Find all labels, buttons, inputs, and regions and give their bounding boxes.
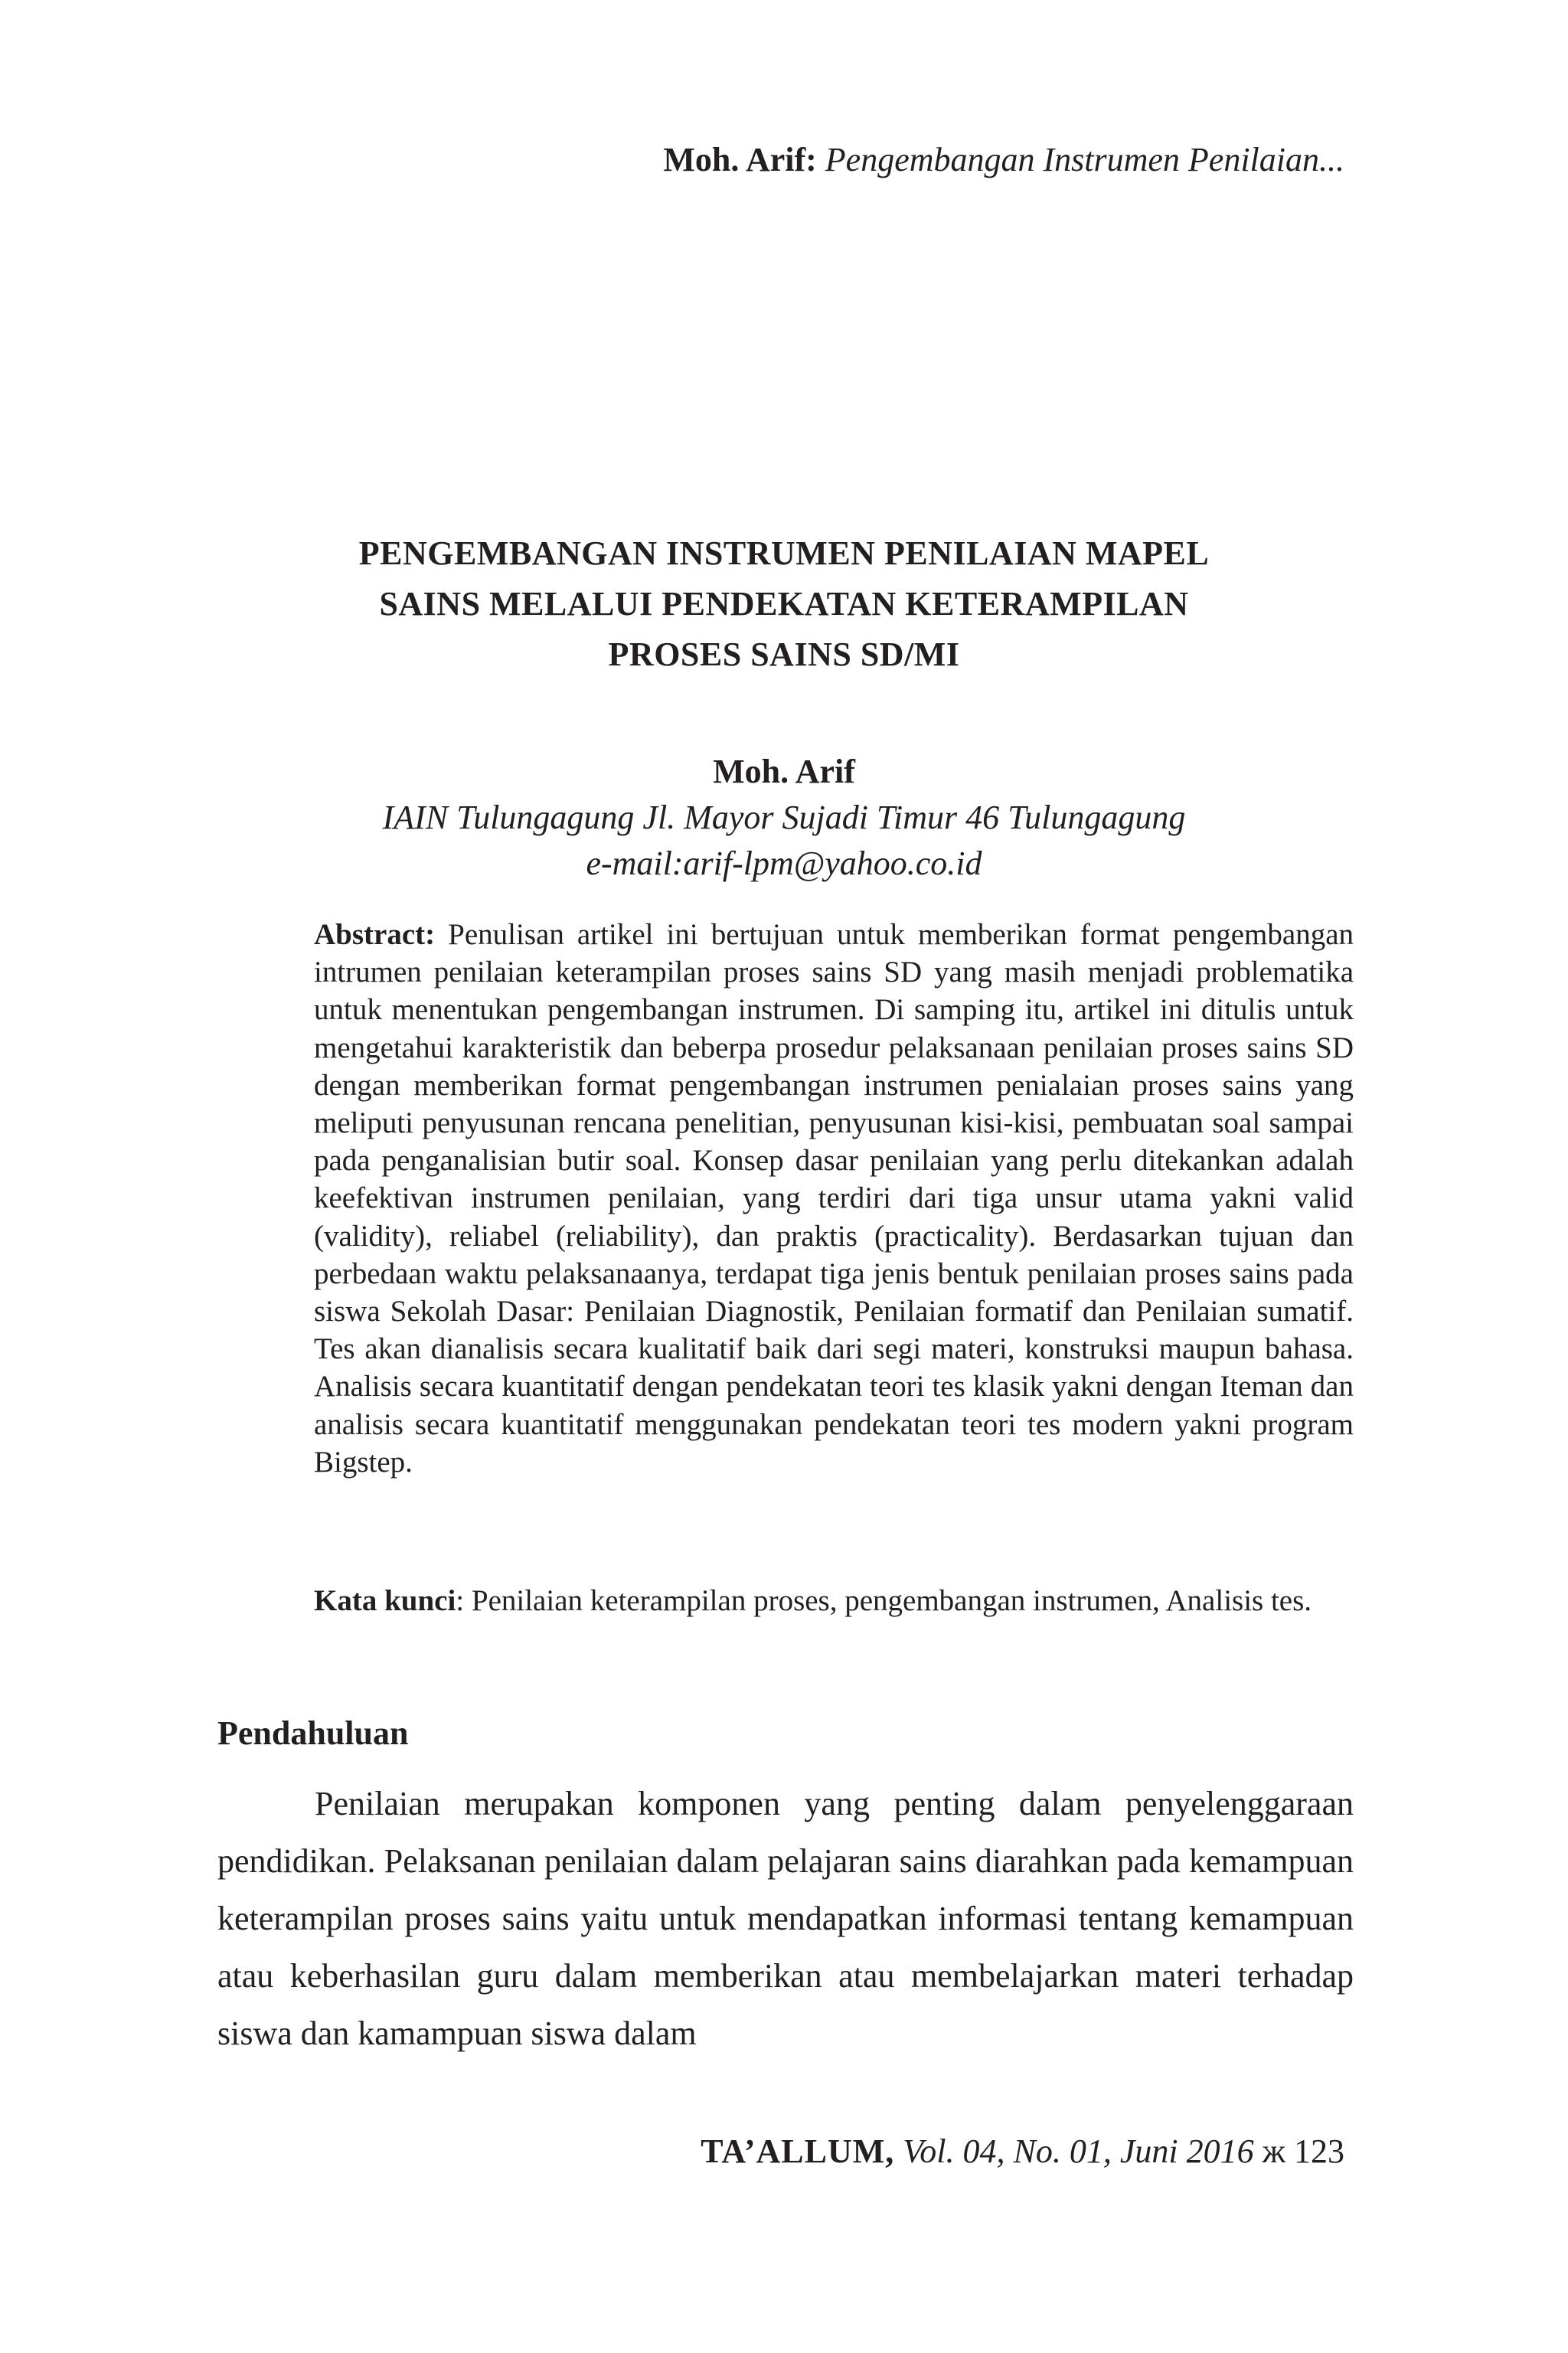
abstract-label: Abstract: bbox=[314, 918, 436, 951]
keywords bbox=[314, 1582, 1354, 1619]
section-heading: Pendahuluan bbox=[217, 1714, 409, 1752]
footer-journal: TA’ALLUM, bbox=[701, 2132, 895, 2170]
running-head-title: Pengembangan Instrumen Penilaian... bbox=[825, 141, 1344, 178]
footer-separator: ж bbox=[1262, 2132, 1285, 2170]
abstract bbox=[314, 916, 1354, 1481]
body-paragraph: Penilaian merupakan komponen yang penting dalam penyelenggaraan pendidikan. Pelaksanan penilaian dalam pelajaran sains diarahkan pada kemampuan keterampilan proses sains yaitu untuk mendapatkan informasi tentang kemampuan atau keberhasilan guru dalam memberikan atau membelajarkan materi terhadap siswa dan kamampuan siswa dalam bbox=[217, 1785, 1354, 2052]
abstract-text: Penulisan artikel ini bertujuan untuk memberikan format pengembangan intrumen penilaian keterampilan proses sains SD yang masih menjadi problematika untuk menentukan pengembangan instrumen. Di samping itu, artikel ini ditulis untuk mengetahui karakteristik dan beberpa prosedur pelaksanaan penilaian proses sains SD dengan memberikan format pengembangan instrumen penialaian proses sains yang meliputi penyusunan rencana penelitian, penyusunan kisi-kisi, pembuatan soal sampai pada penganalisian butir soal. Konsep dasar penilaian yang perlu ditekankan adalah keefektivan instrumen penilaian, yang terdiri dari tiga unsur utama yakni valid (validity), reliabel (reliability), dan praktis (practicality). Berdasarkan tujuan dan perbedaan waktu pelaksanaanya, terdapat tiga jenis bentuk penilaian proses sains pada siswa Sekolah Dasar: Penilaian Diagnostik, Penilaian formatif dan Penilaian sumatif. Tes akan dianalisis secara kualitatif baik dari segi materi, konstruksi maupun bahasa. Analisis secara kuantitatif dengan pendekatan teori tes klasik yakni dengan Iteman dan analisis secara kuantitatif menggunakan pendekatan teori tes modern yakni program Bigstep. bbox=[314, 918, 1354, 1479]
article-title bbox=[214, 528, 1354, 680]
footer-issue: Vol. 04, No. 01, Juni 2016 bbox=[903, 2132, 1254, 2170]
page-footer bbox=[701, 2132, 1344, 2171]
page-number: 123 bbox=[1294, 2132, 1344, 2170]
keywords-label: Kata kunci bbox=[314, 1584, 456, 1617]
article-title-line-3: PROSES SAINS SD/MI bbox=[608, 636, 960, 673]
author-email: e-mail:arif-lpm@yahoo.co.id bbox=[586, 845, 982, 882]
running-head bbox=[663, 140, 1344, 179]
article-title-line-2: SAINS MELALUI PENDEKATAN KETERAMPILAN bbox=[379, 585, 1189, 623]
author-name: Moh. Arif bbox=[713, 753, 855, 790]
running-head-author: Moh. Arif: bbox=[663, 141, 817, 178]
article-title-line-1: PENGEMBANGAN INSTRUMEN PENILAIAN MAPEL bbox=[358, 534, 1210, 572]
keywords-text: : Penilaian keterampilan proses, pengembangan instrumen, Analisis tes. bbox=[456, 1584, 1312, 1617]
author-affiliation: IAIN Tulungagung Jl. Mayor Sujadi Timur 46 Tulungagung bbox=[382, 799, 1186, 836]
